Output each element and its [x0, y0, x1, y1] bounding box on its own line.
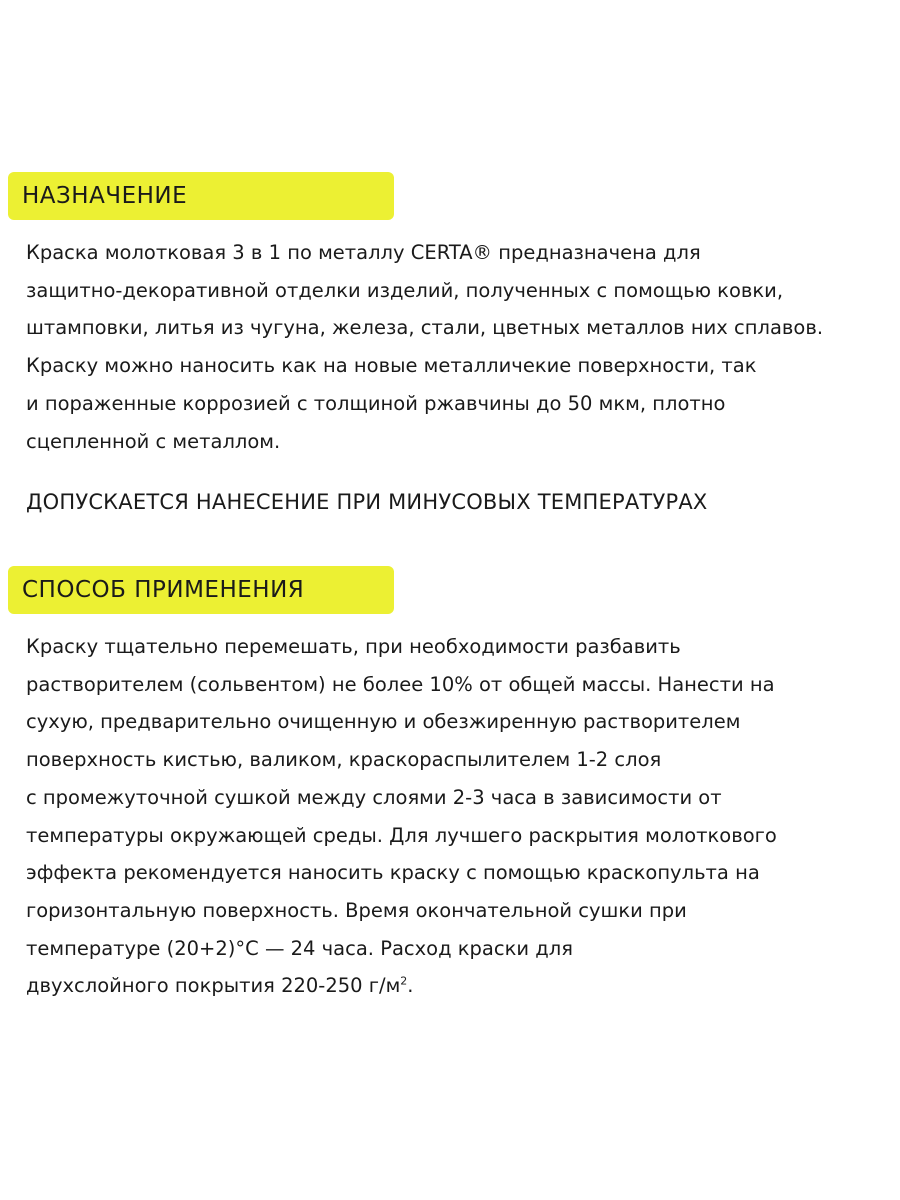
text-line: растворителем (сольвентом) не более 10% от общей массы. Нанести на [26, 672, 775, 696]
section-title-purpose: НАЗНАЧЕНИЕ [22, 183, 188, 209]
section-title-application: СПОСОБ ПРИМЕНЕНИЯ [22, 577, 305, 603]
text-line: температуры окружающей среды. Для лучшего раскрытия молоткового [26, 823, 777, 847]
square-superscript: 2 [400, 974, 408, 988]
line-end-period: . [407, 974, 414, 998]
text-line: Краску можно наносить как на новые металличекие поверхности, так [26, 354, 757, 378]
text-line: штамповки, литья из чугуна, железа, стали, цветных металлов них сплавов. [26, 316, 824, 340]
text-line: поверхность кистью, валиком, краскораспылителем 1-2 слоя [26, 748, 662, 772]
section-header-application [8, 566, 394, 614]
text-line: и пораженные коррозией с толщиной ржавчины до 50 мкм, плотно [26, 391, 726, 415]
text-line-consumption [26, 967, 886, 1005]
section-header-purpose [8, 172, 394, 220]
consumption-text: двухслойного покрытия 220-250 г/м [26, 974, 401, 998]
text-line: защитно-декоративной отделки изделий, полученных с помощью ковки, [26, 278, 784, 302]
text-line: температуре (20+2)°C — 24 часа. Расход краски для [26, 936, 573, 960]
text-line: Краска молотковая 3 в 1 по металлу CERTA® предназначена для [26, 241, 701, 264]
purpose-paragraph [26, 234, 886, 460]
text-line: эффекта рекомендуется наносить краску с помощью краскопульта на [26, 861, 760, 885]
text-line: горизонтальную поверхность. Время окончательной сушки при [26, 898, 687, 922]
text-line: с промежуточной сушкой между слоями 2-3 часа в зависимости от [26, 785, 722, 809]
text-line: сухую, предварительно очищенную и обезжиренную растворителем [26, 710, 741, 734]
text-line: Краску тщательно перемешать, при необходимости разбавить [26, 635, 681, 658]
sub-zero-application-notice: ДОПУСКАЕТСЯ НАНЕСЕНИЕ ПРИ МИНУСОВЫХ ТЕМПЕРАТУРАХ [26, 490, 708, 514]
text-line: сцепленной с металлом. [26, 429, 281, 453]
application-paragraph [26, 628, 886, 1005]
